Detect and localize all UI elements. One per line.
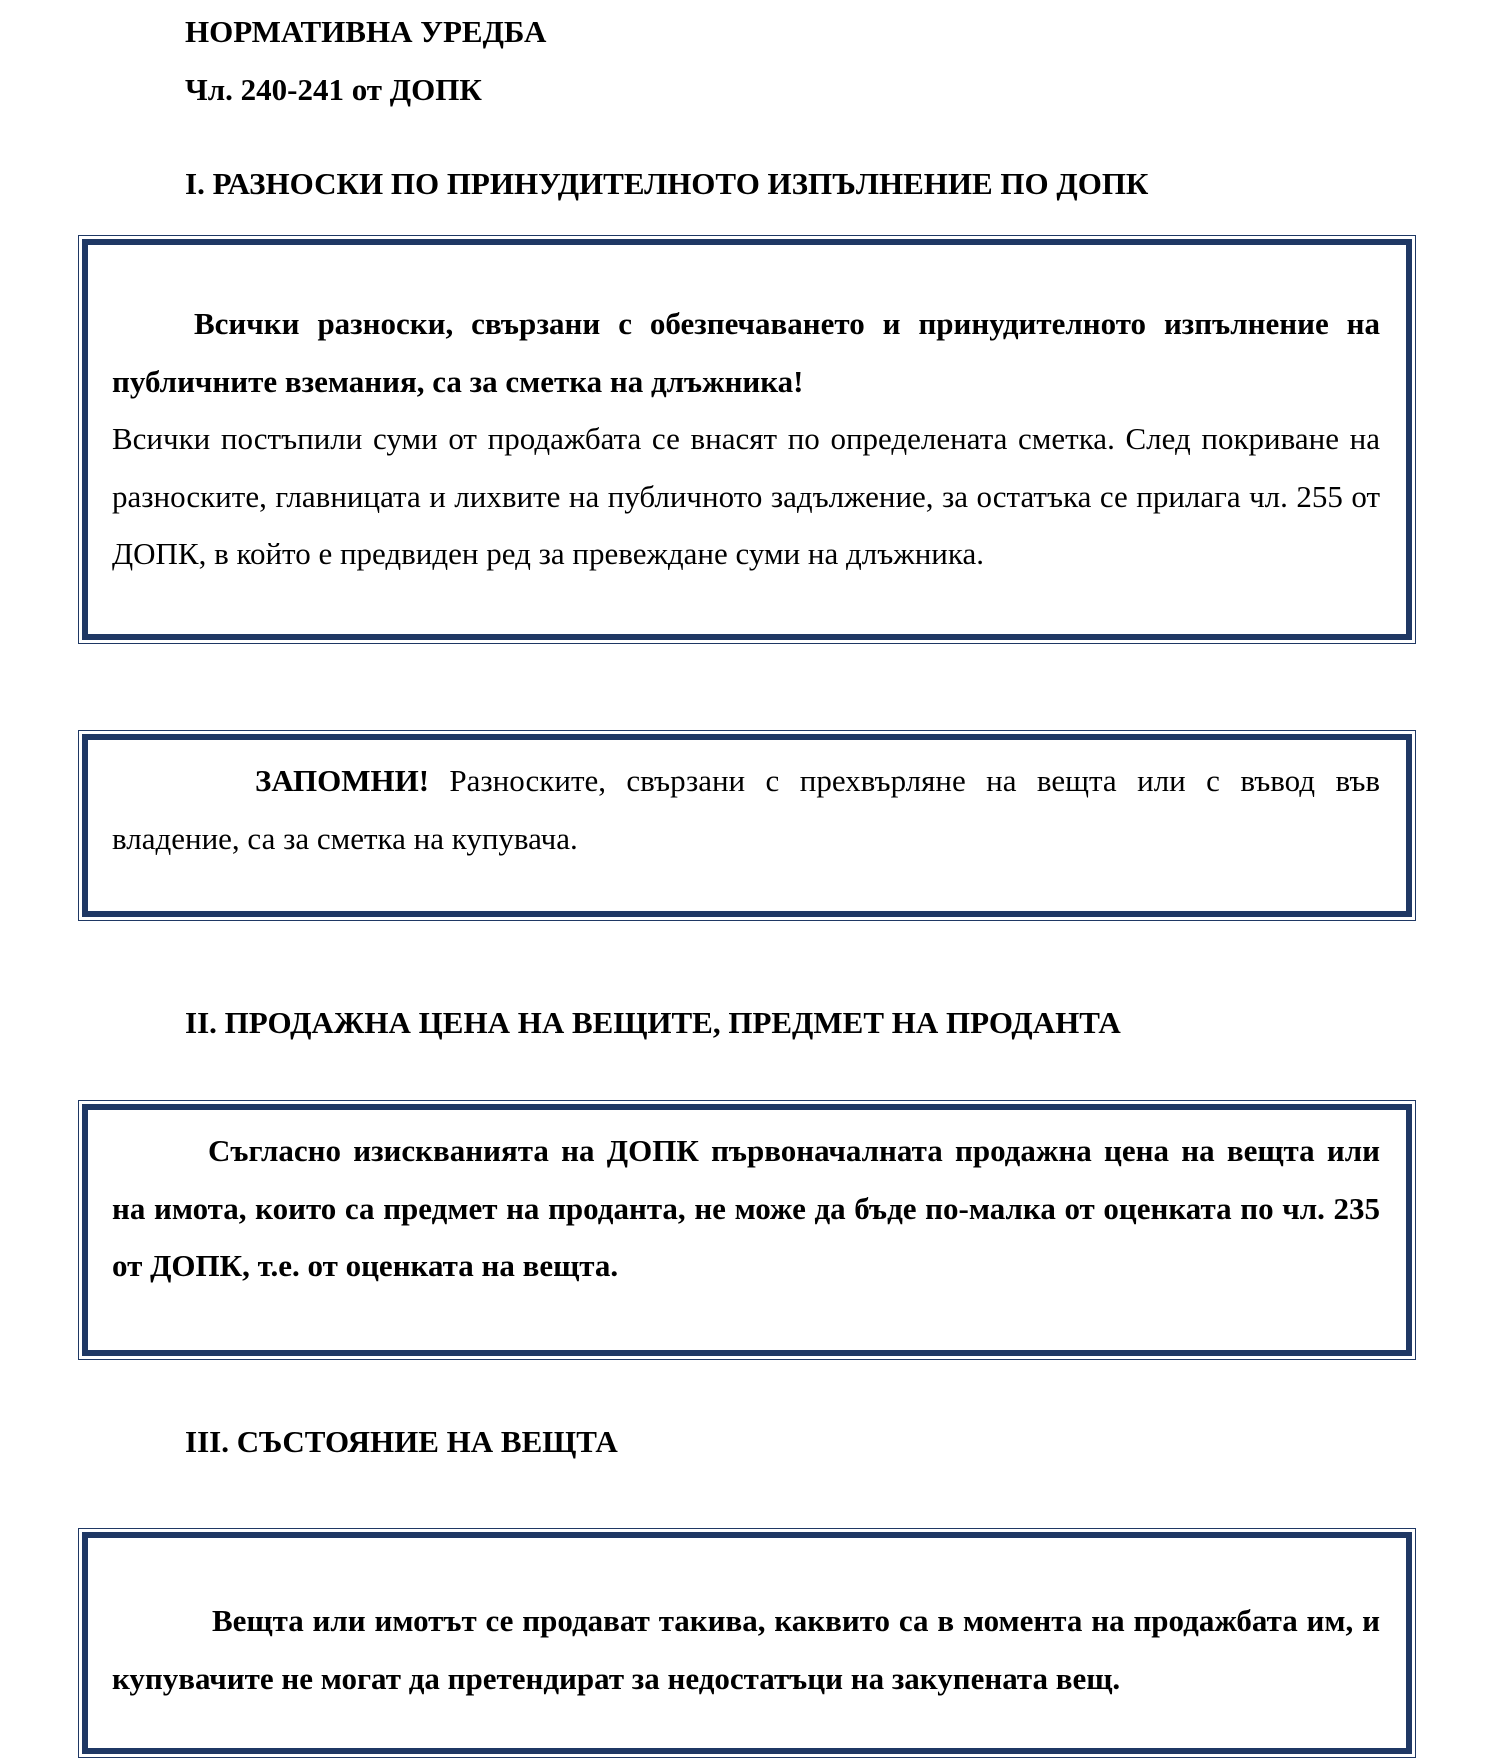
section-1-paragraph: Всички постъпили суми от продажбата се внасят по определената сметка. След покриване на разноските, главницата и лихвите на публичното задължение, за остатъка се прилага чл. 255 от ДОПК, в който е предвиден ред за превеждане суми на длъжника. xyxy=(112,421,1380,571)
remember-note-text: Разноските, свързани с прехвърляне на вещта или с въвод във владение, са за сметка на купувача. xyxy=(112,763,1380,856)
remember-note-box xyxy=(78,730,1416,921)
section-1-heading: I. РАЗНОСКИ ПО ПРИНУДИТЕЛНОТО ИЗПЪЛНЕНИЕ ПО ДОПК xyxy=(185,166,1149,201)
section-1-bold-paragraph: Всички разноски, свързани с обезпечаването и принудителното изпълнение на публичните вземания, са за сметка на длъжника! xyxy=(112,306,1380,399)
document-title: НОРМАТИВНА УРЕДБА xyxy=(185,14,547,49)
section-3-box xyxy=(78,1528,1416,1758)
section-1-box xyxy=(78,235,1416,644)
section-3-heading: III. СЪСТОЯНИЕ НА ВЕЩТА xyxy=(185,1424,618,1459)
section-2-box xyxy=(78,1100,1416,1360)
remember-note-paragraph xyxy=(112,752,1380,867)
section-3-bold-paragraph: Вещта или имотът се продават такива, каквито са в момента на продажбата им, и купувачите не могат да претендират за недостатъци на закупената вещ. xyxy=(112,1603,1380,1696)
section-2-bold-paragraph: Съгласно изискванията на ДОПК първоначалната продажна цена на вещта или на имота, които са предмет на проданта, не може да бъде по-малка от оценката по чл. 235 от ДОПК, т.е. от оценката на вещта. xyxy=(112,1133,1380,1283)
section-2-heading: II. ПРОДАЖНА ЦЕНА НА ВЕЩИТЕ, ПРЕДМЕТ НА ПРОДАНТА xyxy=(185,1005,1121,1040)
remember-note-label: ЗАПОМНИ! xyxy=(255,763,430,798)
document-subtitle: Чл. 240-241 от ДОПК xyxy=(185,72,482,107)
